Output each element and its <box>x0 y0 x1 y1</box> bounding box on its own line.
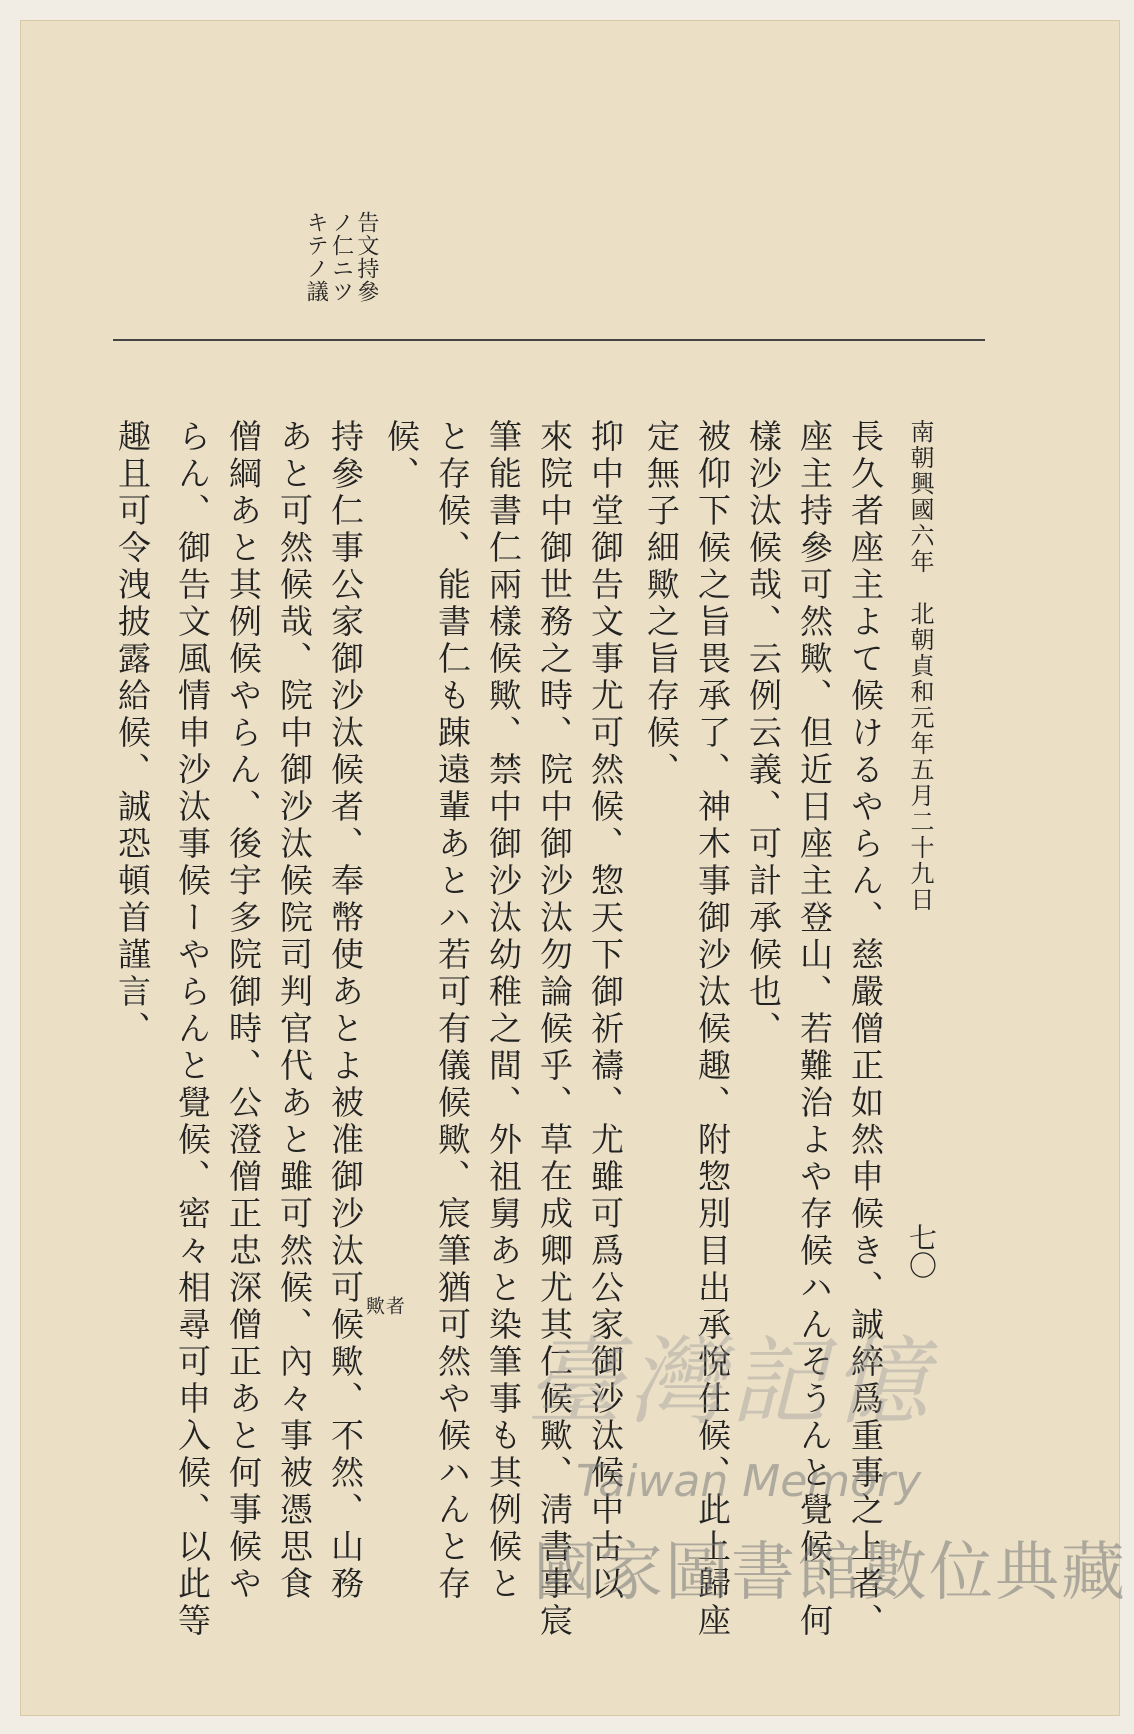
watermark-chinese: 國家圖書館數位典藏 <box>533 1536 1127 1610</box>
text-column: 持參仁事公家御沙汰候者、奉幣使あとよ被准御沙汰可候歟、不然、山務 <box>326 419 365 1603</box>
text-column: 被仰下候之旨畏承了、神木事御沙汰候趣、附惣別目出承悅仕候、此上歸座 <box>693 419 732 1640</box>
text-column: 來院中御世務之時、院中御沙汰勿論候乎、草在成卿尤其仁候歟、淸書事宸 <box>535 419 574 1640</box>
header-rule <box>113 339 985 341</box>
watermark-english: Taiwan Memory <box>576 1456 922 1507</box>
text-column: 抑中堂御告文事尤可然候、惣天下御祈禱、尤雖可爲公家御沙汰候中古以 <box>586 419 625 1603</box>
text-column: らん、御告文風情申沙汰事候ーやらんと覺候、密々相尋可申入候、以此等 <box>173 419 212 1640</box>
text-column: 長久者座主よて候けるやらん、慈嚴僧正如然申候き、誠綷爲重事之上者、 <box>846 419 885 1640</box>
interlinear-note: 者 歟 <box>362 1296 405 1315</box>
watermark-script: 臺灣記憶 <box>526 1326 934 1438</box>
text-column: 樣沙汰候哉、云例云義、可計承候也、 <box>744 419 783 1048</box>
document-page <box>20 20 1127 1716</box>
text-column: あと可然候哉、院中御沙汰候院司判官代あと雖可然候、內々事被憑思食 <box>275 419 314 1603</box>
date-line: 南朝興國六年 北朝貞和元年五月二十九日 <box>906 419 934 913</box>
text-column: 僧綱あと其例候やらん、後宇多院御時、公澄僧正忠深僧正あと何事候や <box>224 419 263 1603</box>
text-column: と存候、能書仁も踈遠輩あとハ若可有儀候歟、宸筆猶可然や候ハんと存 <box>433 419 472 1603</box>
text-column: 趣且可令洩披露給候、誠恐頓首謹言、 <box>113 419 152 1048</box>
header-margin-note: 告文持參 ノ仁ニツ キテノ議 <box>303 211 379 303</box>
text-column: 筆能書仁兩樣候歟、禁中御沙汰幼稚之間、外祖舅あと染筆事も其例候と <box>484 419 523 1603</box>
text-column: 定無子細歟之旨存候、 <box>642 419 681 789</box>
page-number: 七〇 <box>905 1223 938 1279</box>
text-column: 候、 <box>382 419 421 493</box>
text-column: 座主持參可然歟、但近日座主登山、若難治よや存候ハんそうんと覺候、何 <box>795 419 834 1640</box>
